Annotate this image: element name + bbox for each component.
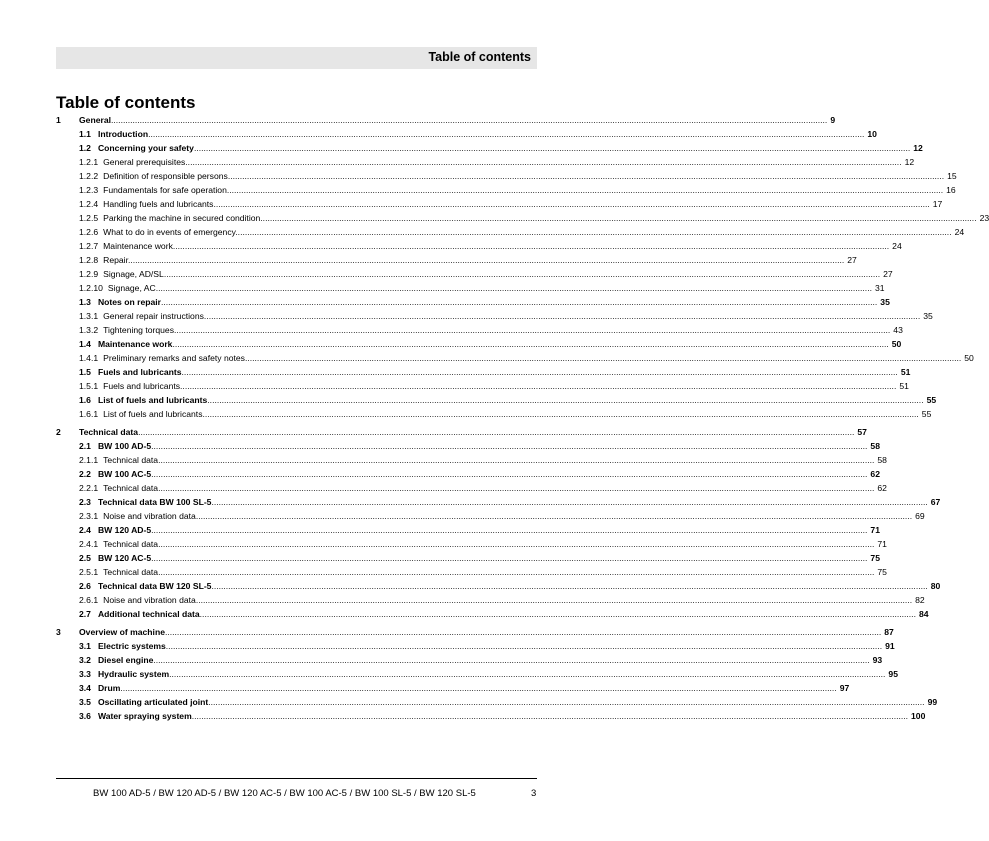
toc-entry[interactable] bbox=[56, 595, 925, 605]
toc-leader-dots: ............................................................................................................................................................................................................................................................................................................ bbox=[235, 227, 952, 237]
toc-entry-page: 24 bbox=[892, 241, 902, 251]
toc-entry-page: 99 bbox=[927, 697, 938, 707]
toc-entry-page: 50 bbox=[964, 353, 974, 363]
toc-entry-page: 31 bbox=[874, 283, 885, 293]
toc-entry-page: 15 bbox=[947, 171, 957, 181]
toc-entry-number: 1.2.4 bbox=[79, 199, 99, 209]
toc-leader-dots: ............................................................................................................................................................................................................................................................................................................ bbox=[207, 395, 924, 405]
toc-entry-page: 43 bbox=[893, 325, 903, 335]
toc-leader-dots: ............................................................................................................................................................................................................................................................................................................ bbox=[203, 311, 921, 321]
toc-entry-label: Fuels and lubricants bbox=[103, 381, 181, 391]
toc-entry[interactable] bbox=[56, 483, 887, 493]
toc-entry[interactable] bbox=[56, 539, 887, 549]
toc-leader-dots: ............................................................................................................................................................................................................................................................................................................ bbox=[151, 553, 868, 563]
toc-entry-label: Fundamentals for safe operation bbox=[103, 185, 227, 195]
toc-entry-label: Hydraulic system bbox=[97, 669, 170, 679]
toc-entry-number: 1.5.1 bbox=[79, 381, 99, 391]
toc-entry-number: 2.7 bbox=[79, 609, 91, 619]
toc-leader-dots: ............................................................................................................................................................................................................................................................................................................ bbox=[180, 381, 897, 391]
toc-entry[interactable] bbox=[56, 171, 957, 181]
toc-entry-page: 100 bbox=[911, 711, 926, 721]
toc-entry-page: 12 bbox=[904, 157, 915, 167]
toc-leader-dots: ............................................................................................................................................................................................................................................................................................................ bbox=[111, 115, 828, 125]
toc-entry-number: 1.2.2 bbox=[79, 171, 99, 181]
toc-entry-label: Drum bbox=[97, 683, 121, 693]
toc-entry-page: 9 bbox=[830, 115, 836, 125]
toc-entry-number: 2.2.1 bbox=[79, 483, 99, 493]
toc-leader-dots: ............................................................................................................................................................................................................................................................................................................ bbox=[199, 609, 916, 619]
toc-entry[interactable] bbox=[56, 283, 885, 293]
toc-entry[interactable] bbox=[56, 627, 894, 637]
toc-leader-dots: ............................................................................................................................................................................................................................................................................................................ bbox=[226, 185, 944, 195]
toc-entry-page: 35 bbox=[880, 297, 890, 307]
toc-entry[interactable] bbox=[56, 255, 857, 265]
toc-leader-dots: ............................................................................................................................................................................................................................................................................................................ bbox=[148, 129, 865, 139]
toc-entry[interactable] bbox=[56, 129, 877, 139]
toc-entry-page: 71 bbox=[877, 539, 887, 549]
toc-entry-label: Diesel engine bbox=[97, 655, 154, 665]
toc-leader-dots: ............................................................................................................................................................................................................................................................................................................ bbox=[172, 339, 889, 349]
toc-entry-number: 1.2.1 bbox=[79, 157, 99, 167]
toc-entry[interactable] bbox=[56, 115, 836, 125]
toc-entry-page: 62 bbox=[870, 469, 880, 479]
toc-entry-page: 58 bbox=[877, 455, 887, 465]
toc-entry[interactable] bbox=[56, 469, 880, 479]
toc-leader-dots: ............................................................................................................................................................................................................................................................................................................ bbox=[127, 255, 845, 265]
toc-entry-page: 95 bbox=[888, 669, 898, 679]
header-bar bbox=[56, 47, 537, 69]
toc-entry-number: 1.2.6 bbox=[79, 227, 99, 237]
toc-leader-dots: ............................................................................................................................................................................................................................................................................................................ bbox=[174, 325, 891, 335]
toc-entry[interactable] bbox=[56, 697, 938, 707]
toc-leader-dots: ............................................................................................................................................................................................................................................................................................................ bbox=[244, 353, 962, 363]
toc-entry-number: 1.2.8 bbox=[79, 255, 99, 265]
toc-entry-number: 1.1 bbox=[79, 129, 91, 139]
toc-entry[interactable] bbox=[56, 311, 933, 321]
toc-entry-label: BW 120 AD-5 bbox=[97, 525, 152, 535]
toc-entry-label: Concerning your safety bbox=[97, 143, 194, 153]
toc-entry[interactable] bbox=[56, 641, 895, 651]
footer-page-number: 3 bbox=[531, 788, 537, 799]
toc-entry-label: General bbox=[79, 115, 112, 125]
toc-leader-dots: ............................................................................................................................................................................................................................................................................................................ bbox=[158, 539, 875, 549]
toc-entry-label: Handling fuels and lubricants bbox=[103, 199, 214, 209]
toc-leader-dots: ............................................................................................................................................................................................................................................................................................................ bbox=[172, 241, 890, 251]
toc-leader-dots: ............................................................................................................................................................................................................................................................................................................ bbox=[185, 157, 902, 167]
toc-entry-label: Overview of machine bbox=[79, 627, 165, 637]
toc-entry-label: Noise and vibration data bbox=[103, 511, 196, 521]
toc-entry-label: Technical data bbox=[103, 483, 159, 493]
toc-entry[interactable] bbox=[56, 381, 909, 391]
toc-entry[interactable] bbox=[56, 655, 883, 665]
toc-leader-dots: ............................................................................................................................................................................................................................................................................................................ bbox=[158, 567, 875, 577]
toc-entry[interactable] bbox=[56, 427, 867, 437]
toc-leader-dots: ............................................................................................................................................................................................................................................................................................................ bbox=[158, 455, 875, 465]
toc-entry-number: 3.3 bbox=[79, 669, 91, 679]
toc-entry-page: 84 bbox=[918, 609, 929, 619]
toc-leader-dots: ............................................................................................................................................................................................................................................................................................................ bbox=[158, 483, 875, 493]
toc-entry-number: 2.6.1 bbox=[79, 595, 99, 605]
toc-entry[interactable] bbox=[56, 409, 932, 419]
toc-entry-page: 12 bbox=[913, 143, 923, 153]
toc-leader-dots: ............................................................................................................................................................................................................................................................................................................ bbox=[208, 697, 925, 707]
toc-leader-dots: ............................................................................................................................................................................................................................................................................................................ bbox=[169, 669, 886, 679]
toc-entry-label: BW 100 AD-5 bbox=[97, 441, 152, 451]
toc-entry-number: 2.1.1 bbox=[79, 455, 99, 465]
toc-entry-page: 57 bbox=[857, 427, 867, 437]
toc-entry-number: 1.2.5 bbox=[79, 213, 99, 223]
toc-entry[interactable] bbox=[56, 143, 923, 153]
toc-leader-dots: ............................................................................................................................................................................................................................................................................................................ bbox=[138, 427, 855, 437]
toc-entry-number: 1.6 bbox=[79, 395, 91, 405]
toc-entry-label: Maintenance work bbox=[103, 241, 173, 251]
toc-entry[interactable] bbox=[56, 325, 903, 335]
toc-entry[interactable] bbox=[56, 669, 898, 679]
toc-entry[interactable] bbox=[56, 581, 941, 591]
toc-entry-page: 35 bbox=[923, 311, 933, 321]
toc-entry-number: 3.4 bbox=[79, 683, 91, 693]
toc-entry-number: 2 bbox=[56, 427, 61, 437]
toc-entry-number: 1.5 bbox=[79, 367, 91, 377]
toc-entry-number: 1.2 bbox=[79, 143, 91, 153]
toc-entry-label: Notes on repair bbox=[97, 297, 161, 307]
toc-entry-label: General repair instructions bbox=[103, 311, 204, 321]
toc-entry-page: 58 bbox=[870, 441, 880, 451]
toc-entry-label: Additional technical data bbox=[97, 609, 200, 619]
toc-leader-dots: ............................................................................................................................................................................................................................................................................................................ bbox=[211, 581, 928, 591]
page-title: Table of contents bbox=[56, 93, 196, 112]
toc-entry-page: 55 bbox=[926, 395, 937, 405]
toc-leader-dots: ............................................................................................................................................................................................................................................................................................................ bbox=[191, 711, 909, 721]
toc-entry[interactable] bbox=[56, 553, 880, 563]
toc-entry-number: 1.3 bbox=[79, 297, 91, 307]
toc-entry[interactable] bbox=[56, 367, 911, 377]
toc-entry[interactable] bbox=[56, 395, 937, 405]
toc-entry-label: Definition of responsible persons bbox=[103, 171, 228, 181]
toc-entry-number: 1.3.2 bbox=[79, 325, 99, 335]
toc-entry-label: Water spraying system bbox=[97, 711, 192, 721]
toc-entry-label: Technical data bbox=[103, 539, 159, 549]
toc-entry-number: 1.4 bbox=[79, 339, 91, 349]
toc-entry-number: 2.5.1 bbox=[79, 567, 99, 577]
toc-entry-number: 1.4.1 bbox=[79, 353, 99, 363]
toc-entry-label: Signage, AD/SL bbox=[103, 269, 164, 279]
toc-entry[interactable] bbox=[56, 455, 887, 465]
toc-leader-dots: ............................................................................................................................................................................................................................................................................................................ bbox=[195, 511, 913, 521]
toc-entry-number: 3.5 bbox=[79, 697, 91, 707]
toc-entry-label: Technical data bbox=[103, 455, 159, 465]
toc-leader-dots: ............................................................................................................................................................................................................................................................................................................ bbox=[227, 171, 945, 181]
footer-divider bbox=[56, 778, 537, 779]
toc-entry[interactable] bbox=[56, 269, 893, 279]
toc-entry-number: 1.2.7 bbox=[79, 241, 99, 251]
toc-entry-label: Signage, AC bbox=[107, 283, 156, 293]
toc-entry[interactable] bbox=[56, 185, 956, 195]
toc-entry-page: 10 bbox=[867, 129, 877, 139]
toc-entry-label: Noise and vibration data bbox=[103, 595, 196, 605]
toc-entry-label: Repair bbox=[103, 255, 128, 265]
toc-entry[interactable] bbox=[56, 511, 925, 521]
toc-entry-number: 2.3 bbox=[79, 497, 91, 507]
toc-entry-page: 62 bbox=[877, 483, 887, 493]
toc-entry-number: 2.3.1 bbox=[79, 511, 99, 521]
toc-entry-label: Electric systems bbox=[97, 641, 166, 651]
toc-entry-number: 1.3.1 bbox=[79, 311, 99, 321]
toc-leader-dots: ............................................................................................................................................................................................................................................................................................................ bbox=[202, 409, 919, 419]
toc-entry[interactable] bbox=[56, 497, 941, 507]
toc-entry-label: Tightening torques bbox=[103, 325, 174, 335]
toc-entry[interactable] bbox=[56, 213, 989, 223]
toc-leader-dots: ............................................................................................................................................................................................................................................................................................................ bbox=[155, 283, 872, 293]
toc-leader-dots: ............................................................................................................................................................................................................................................................................................................ bbox=[165, 641, 883, 651]
toc-entry-label: List of fuels and lubricants bbox=[103, 409, 203, 419]
toc-entry-page: 23 bbox=[979, 213, 989, 223]
toc-entry-page: 75 bbox=[877, 567, 887, 577]
toc-entry-number: 2.4.1 bbox=[79, 539, 99, 549]
toc-entry[interactable] bbox=[56, 525, 880, 535]
toc-entry[interactable] bbox=[56, 353, 974, 363]
toc-entry[interactable] bbox=[56, 241, 902, 251]
toc-entry-page: 80 bbox=[930, 581, 941, 591]
toc-entry-page: 91 bbox=[885, 641, 895, 651]
toc-entry-page: 69 bbox=[915, 511, 925, 521]
toc-leader-dots: ............................................................................................................................................................................................................................................................................................................ bbox=[161, 297, 878, 307]
toc-entry-page: 97 bbox=[839, 683, 850, 693]
toc-entry-label: Fuels and lubricants bbox=[97, 367, 182, 377]
toc-leader-dots: ............................................................................................................................................................................................................................................................................................................ bbox=[213, 199, 930, 209]
toc-leader-dots: ............................................................................................................................................................................................................................................................................................................ bbox=[151, 469, 868, 479]
toc-entry-page: 67 bbox=[930, 497, 941, 507]
toc-entry-number: 2.2 bbox=[79, 469, 91, 479]
toc-entry-page: 16 bbox=[946, 185, 956, 195]
toc-leader-dots: ............................................................................................................................................................................................................................................................................................................ bbox=[193, 143, 911, 153]
toc-entry[interactable] bbox=[56, 157, 915, 167]
toc-entry-label: List of fuels and lubricants bbox=[97, 395, 208, 405]
toc-entry-number: 2.5 bbox=[79, 553, 91, 563]
toc-leader-dots: ............................................................................................................................................................................................................................................................................................................ bbox=[260, 213, 977, 223]
toc-entry-label: Parking the machine in secured condition bbox=[103, 213, 261, 223]
toc-entry[interactable] bbox=[56, 609, 929, 619]
toc-entry-label: Maintenance work bbox=[97, 339, 173, 349]
toc-entry-page: 51 bbox=[899, 381, 909, 391]
toc-entry-page: 27 bbox=[883, 269, 893, 279]
toc-entry-label: Preliminary remarks and safety notes bbox=[103, 353, 245, 363]
toc-entry-number: 2.4 bbox=[79, 525, 91, 535]
toc-entry-number: 1.2.9 bbox=[79, 269, 99, 279]
toc-entry-label: Technical data BW 120 SL-5 bbox=[97, 581, 212, 591]
toc-leader-dots: ............................................................................................................................................................................................................................................................................................................ bbox=[163, 269, 881, 279]
toc-entry-page: 55 bbox=[921, 409, 932, 419]
toc-entry-number: 1.6.1 bbox=[79, 409, 99, 419]
toc-entry-number: 1 bbox=[56, 115, 61, 125]
toc-leader-dots: ............................................................................................................................................................................................................................................................................................................ bbox=[211, 497, 928, 507]
toc-leader-dots: ............................................................................................................................................................................................................................................................................................................ bbox=[164, 627, 882, 637]
toc-leader-dots: ............................................................................................................................................................................................................................................................................................................ bbox=[151, 441, 868, 451]
toc-entry-label: BW 120 AC-5 bbox=[97, 553, 152, 563]
toc-entry-number: 3.2 bbox=[79, 655, 91, 665]
toc-entry-label: Technical data bbox=[79, 427, 139, 437]
toc-entry-label: Technical data bbox=[103, 567, 159, 577]
toc-entry[interactable] bbox=[56, 297, 890, 307]
toc-entry[interactable] bbox=[56, 227, 965, 237]
toc-entry-number: 2.6 bbox=[79, 581, 91, 591]
toc-entry-page: 93 bbox=[872, 655, 883, 665]
toc-entry[interactable] bbox=[56, 567, 887, 577]
toc-entry-label: Oscillating articulated joint bbox=[97, 697, 209, 707]
toc-entry-label: Technical data BW 100 SL-5 bbox=[97, 497, 212, 507]
toc-entry-label: What to do in events of emergency bbox=[103, 227, 236, 237]
toc-entry-number: 3 bbox=[56, 627, 61, 637]
toc-entry-page: 24 bbox=[954, 227, 965, 237]
toc-entry-page: 82 bbox=[915, 595, 925, 605]
toc-entry[interactable] bbox=[56, 441, 880, 451]
toc-entry-number: 2.1 bbox=[79, 441, 91, 451]
toc-entry-page: 27 bbox=[847, 255, 857, 265]
toc-leader-dots: ............................................................................................................................................................................................................................................................................................................ bbox=[195, 595, 913, 605]
footer-models: BW 100 AD-5 / BW 120 AD-5 / BW 120 AC-5 / BW 100 AC-5 / BW 100 SL-5 / BW 120 SL-5 bbox=[93, 788, 476, 799]
toc-leader-dots: ............................................................................................................................................................................................................................................................................................................ bbox=[151, 525, 868, 535]
toc-entry[interactable] bbox=[56, 711, 926, 721]
toc-entry-label: BW 100 AC-5 bbox=[97, 469, 152, 479]
toc-entry-number: 1.2.3 bbox=[79, 185, 99, 195]
header-title: Table of contents bbox=[428, 50, 531, 64]
toc-entry-page: 17 bbox=[932, 199, 943, 209]
toc-entry[interactable] bbox=[56, 683, 850, 693]
toc-entry-number: 3.6 bbox=[79, 711, 91, 721]
toc-leader-dots: ............................................................................................................................................................................................................................................................................................................ bbox=[153, 655, 870, 665]
toc-leader-dots: ............................................................................................................................................................................................................................................................................................................ bbox=[181, 367, 898, 377]
toc-entry-page: 51 bbox=[900, 367, 911, 377]
toc-entry-number: 3.1 bbox=[79, 641, 91, 651]
toc-entry-label: Introduction bbox=[97, 129, 149, 139]
toc-entry-number: 1.2.10 bbox=[79, 283, 103, 293]
toc-entry-page: 50 bbox=[891, 339, 902, 349]
toc-entry[interactable] bbox=[56, 339, 902, 349]
toc-entry-page: 87 bbox=[884, 627, 894, 637]
toc-entry-page: 71 bbox=[870, 525, 880, 535]
toc-leader-dots: ............................................................................................................................................................................................................................................................................................................ bbox=[120, 683, 837, 693]
toc-entry[interactable] bbox=[56, 199, 943, 209]
toc-entry-label: General prerequisites bbox=[103, 157, 186, 167]
toc-entry-page: 75 bbox=[870, 553, 880, 563]
